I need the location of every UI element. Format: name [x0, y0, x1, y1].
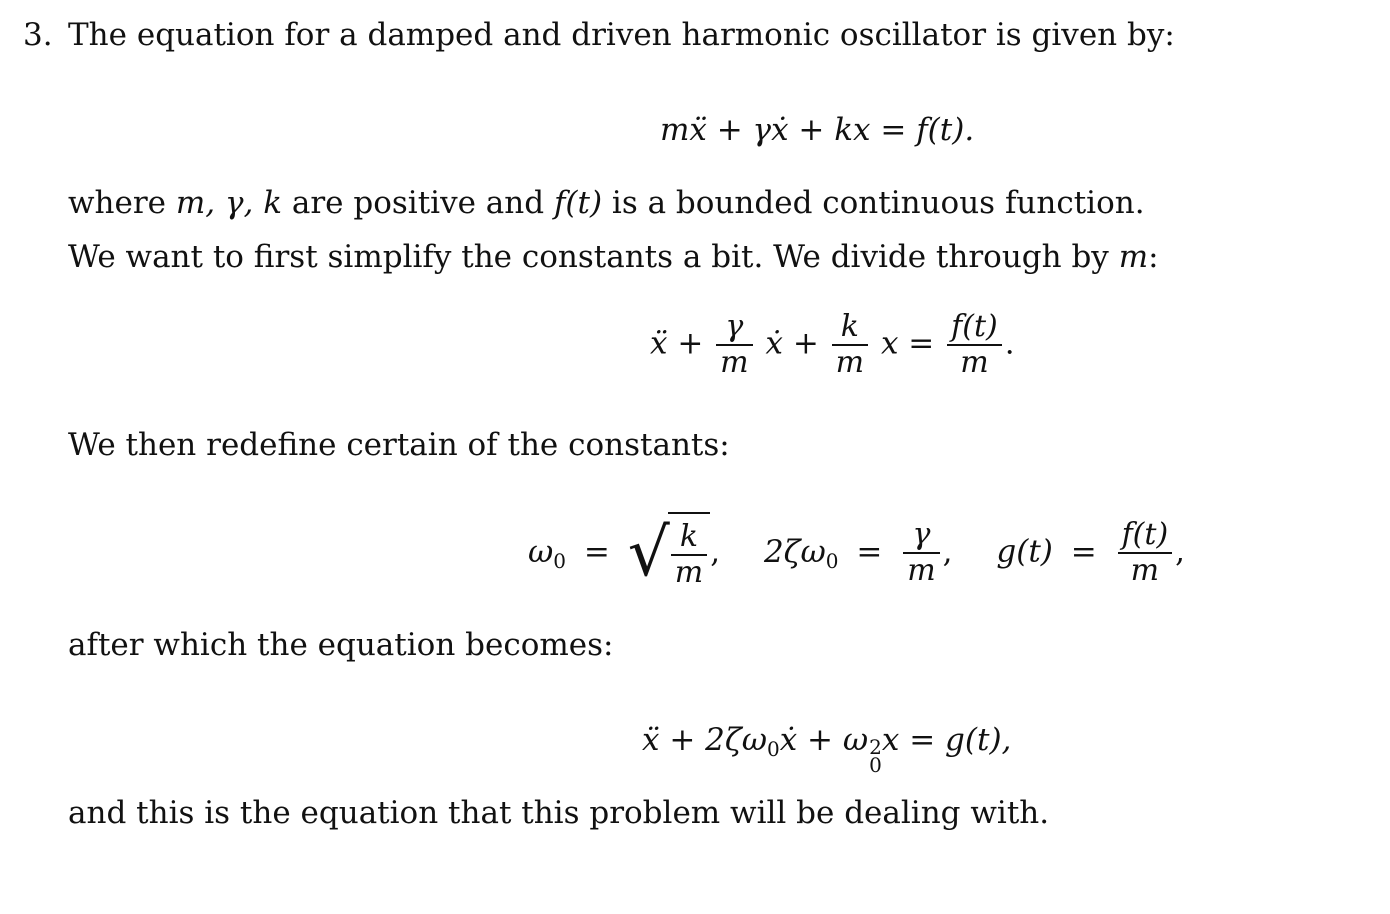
eq4-part3: x = g(t), [881, 722, 1012, 758]
p1-ft: f(t) [553, 185, 603, 221]
eq4-sup2: 2 [869, 735, 882, 759]
eq3-sqrt-den: m [674, 555, 704, 590]
equation-4 [642, 722, 1012, 777]
eq3-sqrt-num: k [679, 519, 699, 554]
p1-prefix: where [68, 185, 167, 221]
paragraph-2 [68, 239, 1159, 275]
paragraph-5: and this is the equation that this problem will be dealing with. [68, 795, 1050, 831]
equation-3 [528, 512, 1185, 594]
sqrt-body [668, 512, 710, 594]
eq2-frac1-num: γ [725, 309, 744, 344]
eq3-g: g(t) [996, 533, 1053, 570]
eq3-frac-num: γ [912, 517, 931, 552]
eq3-eq3: = [1070, 533, 1097, 570]
eq3-eq1: = [583, 533, 610, 570]
eq3-twozeta: $2\zeta\omega_0$ [763, 533, 839, 573]
eq2-frac3-den: m [960, 345, 989, 380]
eq2-lead: ẍ + [650, 325, 704, 362]
eq4-part1: ẍ + 2ζω [642, 722, 767, 758]
eq3-omega0: $\omega_0$ [528, 533, 567, 573]
p1-mid: are positive and [291, 185, 545, 221]
paragraph-3: We then redefine certain of the constants: [68, 427, 730, 463]
eq2-frac3 [947, 310, 1002, 380]
eq4-sub0a: 0 [766, 737, 780, 761]
eq3-frac [903, 518, 939, 588]
eq3-comma2: , [942, 533, 953, 570]
eq3-ftfrac [1118, 518, 1173, 588]
intro-text: The equation for a damped and driven harmonic oscillator is given by: [68, 17, 1175, 53]
eq4-supsub [869, 735, 882, 777]
p1-vars: m, γ, k [175, 185, 282, 221]
eq3-comma3: , [1175, 533, 1186, 570]
paragraph-1 [68, 185, 1145, 221]
eq2-mid1: ẋ + [765, 325, 819, 362]
eq3-ft-den: m [1130, 553, 1160, 588]
radical-sign: √ [627, 514, 670, 591]
paragraph-4: after which the equation becomes: [68, 627, 614, 663]
eq2-frac3-num: f(t) [951, 309, 998, 344]
eq2-frac2-num: k [840, 309, 859, 344]
eq4-part2: ẋ + ω [779, 722, 869, 758]
eq2-frac1-den: m [720, 345, 749, 380]
eq2-frac2 [832, 310, 868, 380]
eq3-sqrt-frac [671, 520, 707, 590]
eq2-frac1 [716, 310, 752, 380]
p2-prefix: We want to first simplify the constants a bit. We divide through by [68, 239, 1109, 275]
equation-1: mẍ + γẋ + kx = f(t). [660, 112, 975, 148]
p2-var: m [1118, 239, 1149, 275]
eq4-sub0b: 0 [869, 753, 882, 777]
problem-number: 3. [23, 17, 53, 53]
eq3-comma1: , [710, 533, 721, 570]
eq3-eq2: = [856, 533, 883, 570]
eq2-mid2: x = [880, 325, 935, 362]
p2-suffix: : [1148, 239, 1159, 275]
p1-suffix: is a bounded continuous function. [611, 185, 1145, 221]
eq2-tail: . [1004, 325, 1015, 362]
eq3-frac-den: m [907, 553, 936, 588]
eq3-sqrt [628, 512, 711, 594]
eq3-ft-num: f(t) [1121, 517, 1169, 552]
equation-2 [650, 310, 1015, 380]
eq2-frac2-den: m [835, 345, 865, 380]
